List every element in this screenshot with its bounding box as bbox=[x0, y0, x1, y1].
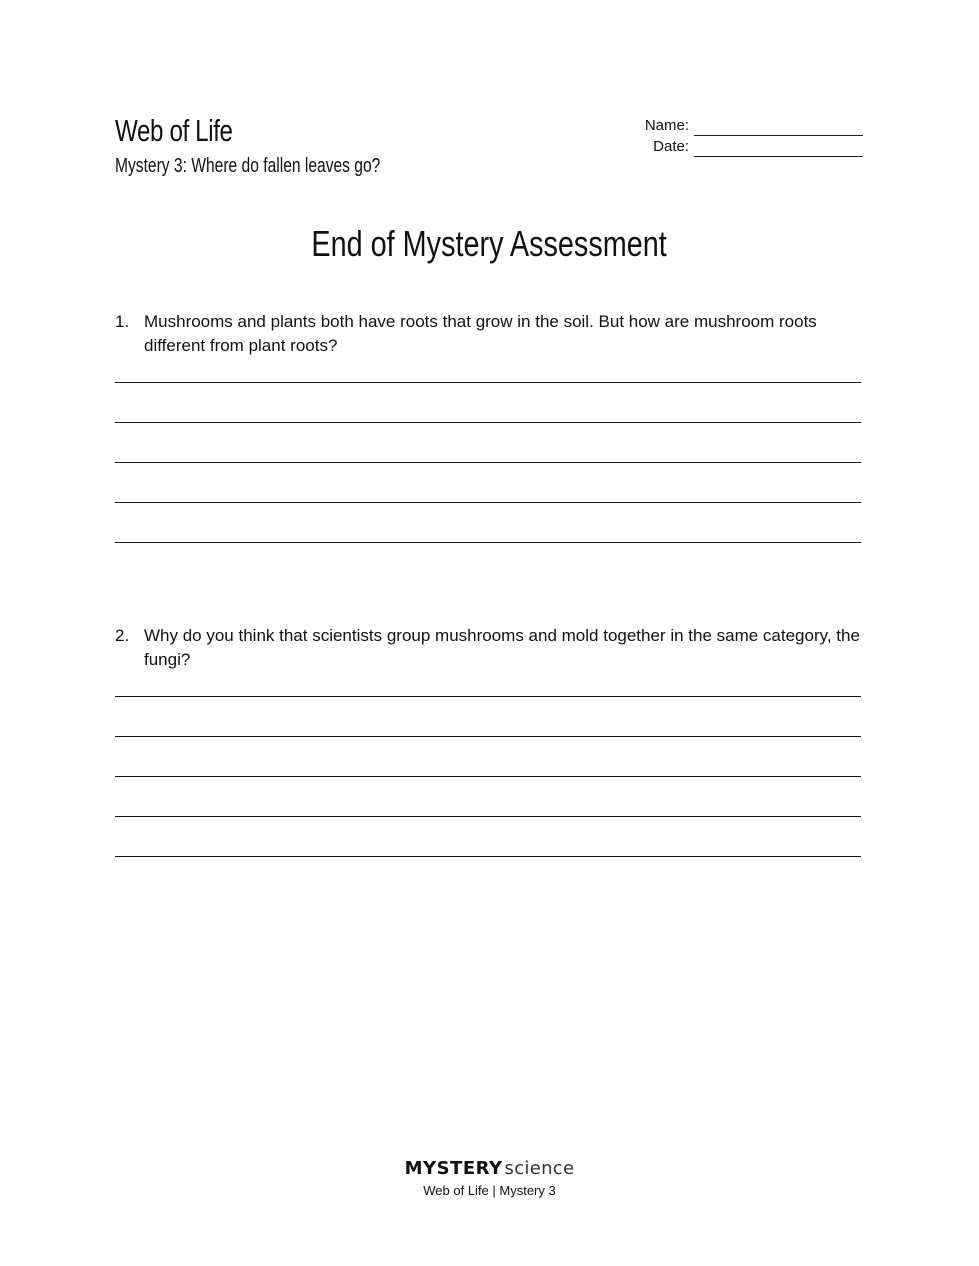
answer-line[interactable] bbox=[115, 542, 861, 543]
date-row bbox=[600, 136, 863, 157]
name-row bbox=[600, 115, 863, 136]
question-number: 2. bbox=[115, 626, 130, 645]
question-text: Mushrooms and plants both have roots that grow in the soil. But how are mushroom roots different from plant roots? bbox=[144, 312, 817, 355]
footer-caption: Web of Life | Mystery 3 bbox=[423, 1183, 556, 1198]
date-label: Date: bbox=[653, 138, 689, 155]
page-title-wrapper bbox=[0, 222, 979, 266]
mystery-science-logo bbox=[405, 1158, 575, 1179]
mystery-subtitle: Mystery 3: Where do fallen leaves go? bbox=[115, 155, 381, 177]
question-number: 1. bbox=[115, 312, 130, 331]
logo-bold-text: MYSTERY bbox=[404, 1158, 503, 1179]
answer-line[interactable] bbox=[115, 502, 861, 503]
answer-line[interactable] bbox=[115, 422, 861, 423]
name-blank[interactable] bbox=[694, 119, 863, 136]
name-label: Name: bbox=[644, 117, 689, 134]
page-title: End of Mystery Assessment bbox=[311, 223, 668, 264]
answer-line[interactable] bbox=[115, 462, 861, 463]
date-blank[interactable] bbox=[694, 140, 863, 157]
answer-area-2[interactable] bbox=[115, 696, 861, 896]
question-1 bbox=[115, 310, 863, 358]
answer-line[interactable] bbox=[115, 382, 861, 383]
name-date-block bbox=[600, 115, 863, 157]
answer-line[interactable] bbox=[115, 736, 861, 737]
logo-light-text: science bbox=[504, 1158, 575, 1179]
question-2 bbox=[115, 624, 863, 672]
answer-line[interactable] bbox=[115, 696, 861, 697]
footer bbox=[0, 1158, 979, 1200]
answer-line[interactable] bbox=[115, 776, 861, 777]
question-text: Why do you think that scientists group mushrooms and mold together in the same category, the fungi? bbox=[144, 626, 860, 669]
answer-line[interactable] bbox=[115, 816, 861, 817]
unit-title: Web of Life bbox=[115, 113, 233, 148]
answer-area-1[interactable] bbox=[115, 382, 861, 582]
answer-line[interactable] bbox=[115, 856, 861, 857]
